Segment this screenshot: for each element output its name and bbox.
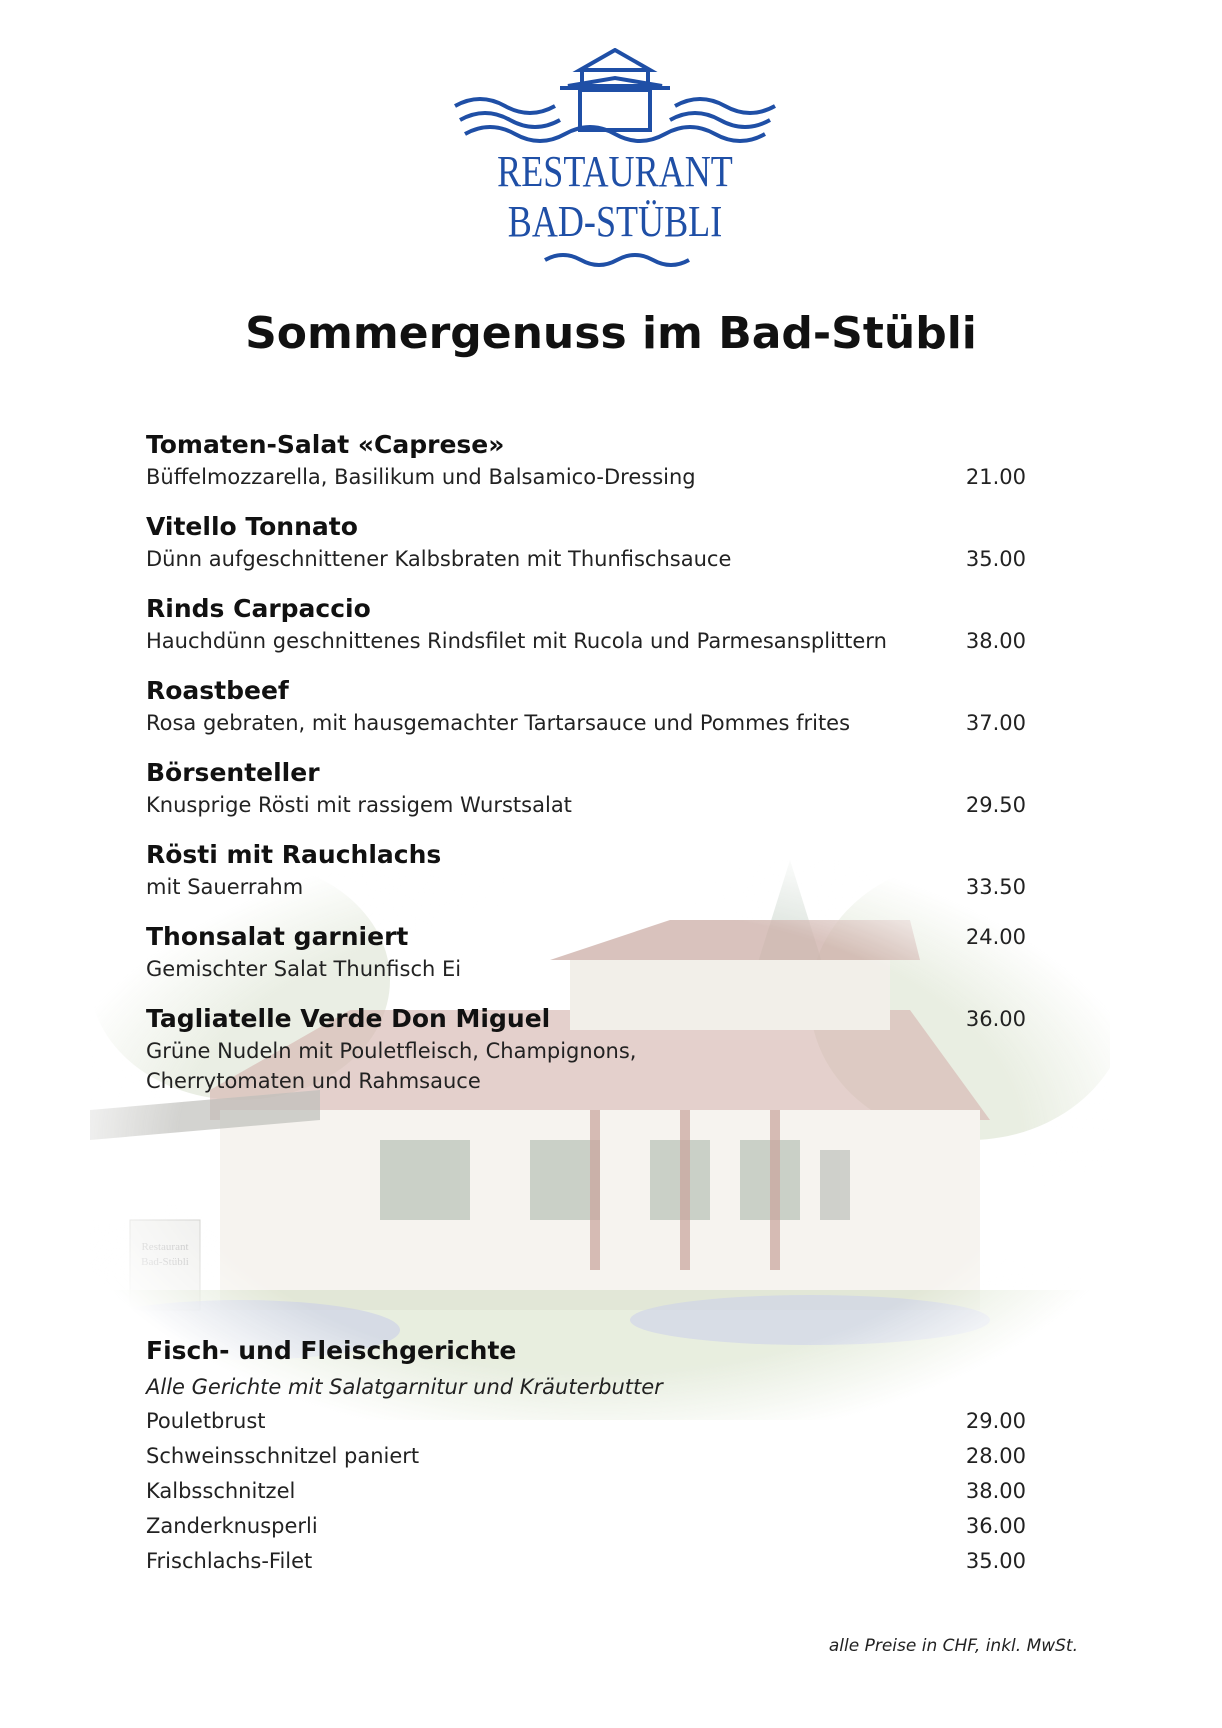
item-price: 37.00 [965,711,1026,735]
item-description: Rosa gebraten, mit hausgemachter Tartarsauce und Pommes frites [146,711,851,735]
row-price: 35.00 [965,1549,1026,1573]
row-name: Kalbsschnitzel [146,1479,296,1503]
list-item [146,1439,1026,1474]
item-price: 29.50 [965,793,1026,817]
fish-meat-section [146,1332,1026,1579]
item-name: Roastbeef [146,676,289,705]
page-title: Sommergenuss im Bad-Stübli [245,308,977,359]
menu-item [146,838,1026,920]
item-price: 35.00 [965,547,1026,571]
menu-items [146,428,1026,1112]
list-item [146,1509,1026,1544]
item-description: Büffelmozzarella, Basilikum und Balsamico-Dressing [146,465,696,489]
menu-item [146,1002,1026,1112]
logo-line-restaurant: RESTAURANT [497,147,733,196]
restaurant-logo [450,48,780,268]
item-price: 33.50 [965,875,1026,899]
menu-item [146,920,1026,1002]
item-name: Rinds Carpaccio [146,594,371,623]
row-name: Zanderknusperli [146,1514,318,1538]
item-name: Thonsalat garniert [146,922,409,951]
row-price: 36.00 [965,1514,1026,1538]
list-item [146,1544,1026,1579]
list-item [146,1404,1026,1439]
item-description: Grüne Nudeln mit Pouletfleisch, Champignons, [146,1039,637,1063]
item-price: 24.00 [965,925,1026,949]
list-item [146,1474,1026,1509]
section-note: Alle Gerichte mit Salatgarnitur und Kräuterbutter [146,1375,663,1399]
item-name: Tomaten-Salat «Caprese» [146,430,505,459]
item-name: Tagliatelle Verde Don Miguel [146,1004,551,1033]
item-description: Dünn aufgeschnittener Kalbsbraten mit Thunfischsauce [146,547,732,571]
item-price: 36.00 [965,1007,1026,1031]
row-price: 28.00 [965,1444,1026,1468]
item-name: Rösti mit Rauchlachs [146,840,442,869]
item-description: mit Sauerrahm [146,875,304,899]
price-footnote: alle Preise in CHF, inkl. MwSt. [828,1636,1078,1656]
item-price: 21.00 [965,465,1026,489]
item-description: Gemischter Salat Thunfisch Ei [146,957,462,981]
row-name: Pouletbrust [146,1409,266,1433]
menu-item [146,428,1026,510]
row-name: Frischlachs-Filet [146,1549,313,1573]
logo-line-bad-stuebli: BAD-STÜBLI [507,197,723,246]
item-description: Hauchdünn geschnittenes Rindsfilet mit Rucola und Parmesansplittern [146,629,887,653]
item-description-line2: Cherrytomaten und Rahmsauce [146,1069,481,1093]
row-price: 38.00 [965,1479,1026,1503]
section-title: Fisch- und Fleischgerichte [146,1336,517,1365]
item-name: Börsenteller [146,758,320,787]
item-name: Vitello Tonnato [146,512,358,541]
menu-item [146,756,1026,838]
row-name: Schweinsschnitzel paniert [146,1444,420,1468]
row-price: 29.00 [965,1409,1026,1433]
menu-item [146,592,1026,674]
menu-item [146,674,1026,756]
item-price: 38.00 [965,629,1026,653]
item-description: Knusprige Rösti mit rassigem Wurstsalat [146,793,572,817]
menu-item [146,510,1026,592]
